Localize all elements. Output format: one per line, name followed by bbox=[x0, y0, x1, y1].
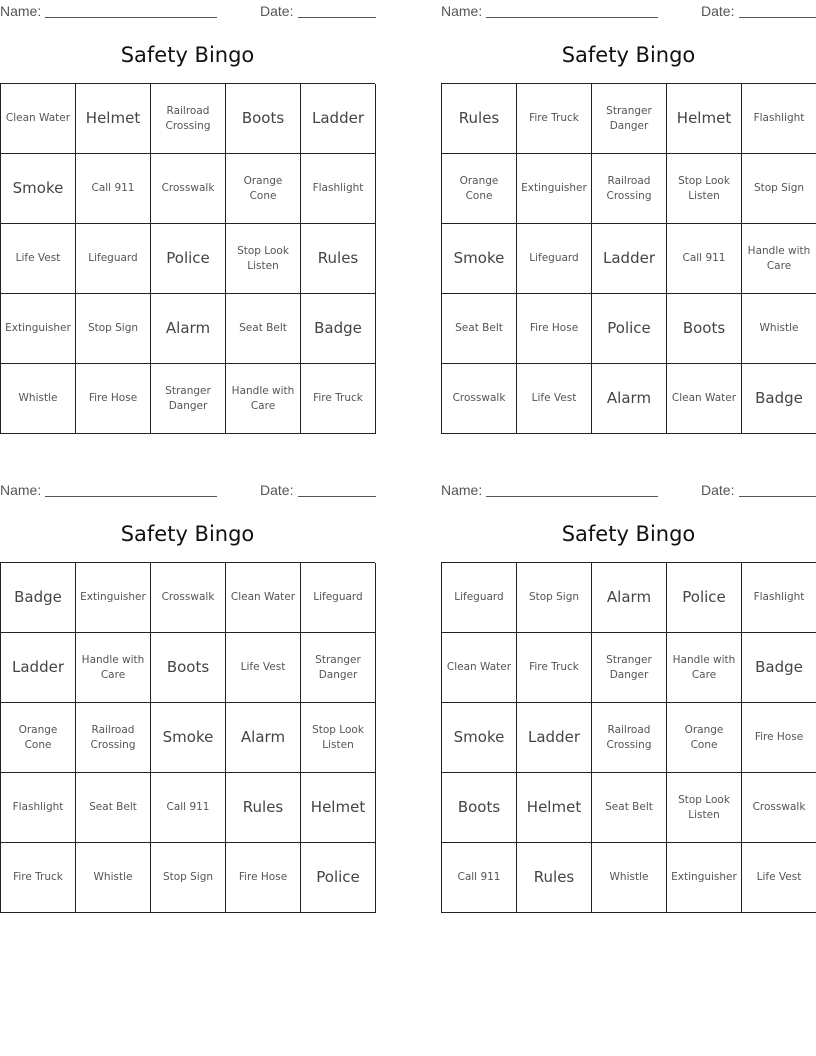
bingo-cell: Rules bbox=[301, 224, 376, 294]
bingo-cell: Seat Belt bbox=[226, 294, 301, 364]
bingo-cell: Fire Truck bbox=[517, 633, 592, 703]
bingo-cell: Fire Truck bbox=[301, 364, 376, 434]
date-blank-line[interactable] bbox=[739, 17, 816, 18]
bingo-cell: Flashlight bbox=[1, 773, 76, 843]
name-blank-line[interactable] bbox=[486, 17, 658, 18]
bingo-cell: Seat Belt bbox=[592, 773, 667, 843]
bingo-cell: Crosswalk bbox=[442, 364, 517, 434]
bingo-cell: Ladder bbox=[592, 224, 667, 294]
bingo-cell: Helmet bbox=[517, 773, 592, 843]
name-blank-line[interactable] bbox=[486, 496, 658, 497]
bingo-cell: Orange Cone bbox=[1, 703, 76, 773]
bingo-cell: Alarm bbox=[592, 563, 667, 633]
name-label: Name: bbox=[0, 3, 42, 19]
bingo-cell: Whistle bbox=[76, 843, 151, 913]
bingo-cell: Orange Cone bbox=[667, 703, 742, 773]
bingo-cell: Stop Look Listen bbox=[667, 154, 742, 224]
bingo-grid bbox=[0, 562, 375, 913]
bingo-cell: Railroad Crossing bbox=[592, 154, 667, 224]
bingo-cell: Rules bbox=[226, 773, 301, 843]
bingo-cell: Whistle bbox=[742, 294, 816, 364]
bingo-cell: Badge bbox=[742, 633, 816, 703]
date-label: Date: bbox=[701, 482, 735, 498]
bingo-cell: Whistle bbox=[1, 364, 76, 434]
bingo-cell: Boots bbox=[442, 773, 517, 843]
bingo-cell: Clean Water bbox=[1, 84, 76, 154]
bingo-cell: Rules bbox=[517, 843, 592, 913]
bingo-cell: Alarm bbox=[151, 294, 226, 364]
bingo-grid bbox=[441, 562, 816, 913]
bingo-cell: Handle with Care bbox=[667, 633, 742, 703]
bingo-cell: Railroad Crossing bbox=[76, 703, 151, 773]
bingo-cell: Smoke bbox=[442, 703, 517, 773]
name-blank-line[interactable] bbox=[45, 17, 217, 18]
bingo-cell: Railroad Crossing bbox=[151, 84, 226, 154]
bingo-cell: Smoke bbox=[1, 154, 76, 224]
header-row bbox=[0, 482, 376, 498]
bingo-cell: Life Vest bbox=[1, 224, 76, 294]
bingo-cell: Orange Cone bbox=[226, 154, 301, 224]
bingo-cell: Stop Sign bbox=[151, 843, 226, 913]
bingo-card-2 bbox=[441, 0, 816, 434]
bingo-cell: Boots bbox=[226, 84, 301, 154]
bingo-cell: Ladder bbox=[1, 633, 76, 703]
bingo-cell: Stop Sign bbox=[742, 154, 816, 224]
bingo-cell: Lifeguard bbox=[76, 224, 151, 294]
bingo-cell: Fire Truck bbox=[517, 84, 592, 154]
bingo-cell: Call 911 bbox=[151, 773, 226, 843]
bingo-cell: Extinguisher bbox=[76, 563, 151, 633]
bingo-cell: Lifeguard bbox=[517, 224, 592, 294]
bingo-cell: Seat Belt bbox=[442, 294, 517, 364]
bingo-cell: Life Vest bbox=[226, 633, 301, 703]
bingo-cell: Crosswalk bbox=[742, 773, 816, 843]
date-blank-line[interactable] bbox=[739, 496, 816, 497]
header-row bbox=[0, 3, 376, 19]
bingo-cell: Boots bbox=[151, 633, 226, 703]
bingo-cell: Stop Look Listen bbox=[667, 773, 742, 843]
bingo-cell: Clean Water bbox=[667, 364, 742, 434]
bingo-cell: Badge bbox=[301, 294, 376, 364]
bingo-cell: Helmet bbox=[301, 773, 376, 843]
header-row bbox=[441, 3, 816, 19]
name-label: Name: bbox=[0, 482, 42, 498]
bingo-cell: Stranger Danger bbox=[592, 84, 667, 154]
name-label: Name: bbox=[441, 3, 483, 19]
bingo-cell: Fire Hose bbox=[517, 294, 592, 364]
bingo-card-1 bbox=[0, 0, 375, 434]
bingo-cell: Extinguisher bbox=[517, 154, 592, 224]
date-label: Date: bbox=[260, 3, 294, 19]
bingo-card-3 bbox=[0, 479, 375, 913]
bingo-cell: Badge bbox=[742, 364, 816, 434]
bingo-cell: Clean Water bbox=[442, 633, 517, 703]
bingo-cell: Handle with Care bbox=[76, 633, 151, 703]
bingo-cell: Handle with Care bbox=[226, 364, 301, 434]
bingo-cell: Railroad Crossing bbox=[592, 703, 667, 773]
bingo-cell: Boots bbox=[667, 294, 742, 364]
bingo-cell: Extinguisher bbox=[1, 294, 76, 364]
bingo-cell: Call 911 bbox=[442, 843, 517, 913]
bingo-cell: Life Vest bbox=[517, 364, 592, 434]
bingo-cell: Stop Look Listen bbox=[226, 224, 301, 294]
bingo-cell: Clean Water bbox=[226, 563, 301, 633]
name-blank-line[interactable] bbox=[45, 496, 217, 497]
bingo-cell: Fire Hose bbox=[76, 364, 151, 434]
date-blank-line[interactable] bbox=[298, 17, 376, 18]
bingo-cell: Call 911 bbox=[76, 154, 151, 224]
bingo-cell: Rules bbox=[442, 84, 517, 154]
bingo-cell: Police bbox=[301, 843, 376, 913]
bingo-cell: Fire Hose bbox=[226, 843, 301, 913]
bingo-cell: Fire Hose bbox=[742, 703, 816, 773]
bingo-cell: Badge bbox=[1, 563, 76, 633]
card-title: Safety Bingo bbox=[120, 522, 255, 546]
bingo-cell: Alarm bbox=[592, 364, 667, 434]
bingo-grid bbox=[0, 83, 375, 434]
name-label: Name: bbox=[441, 482, 483, 498]
bingo-cell: Ladder bbox=[517, 703, 592, 773]
bingo-cell: Flashlight bbox=[742, 84, 816, 154]
bingo-cell: Handle with Care bbox=[742, 224, 816, 294]
bingo-cell: Seat Belt bbox=[76, 773, 151, 843]
date-label: Date: bbox=[260, 482, 294, 498]
bingo-cell: Flashlight bbox=[742, 563, 816, 633]
bingo-cell: Extinguisher bbox=[667, 843, 742, 913]
bingo-cell: Crosswalk bbox=[151, 154, 226, 224]
date-label: Date: bbox=[701, 3, 735, 19]
card-title: Safety Bingo bbox=[120, 43, 255, 67]
bingo-cell: Helmet bbox=[76, 84, 151, 154]
bingo-cell: Alarm bbox=[226, 703, 301, 773]
bingo-cell: Ladder bbox=[301, 84, 376, 154]
bingo-cell: Fire Truck bbox=[1, 843, 76, 913]
bingo-cell: Whistle bbox=[592, 843, 667, 913]
bingo-cell: Police bbox=[592, 294, 667, 364]
bingo-cell: Stranger Danger bbox=[151, 364, 226, 434]
header-row bbox=[441, 482, 816, 498]
bingo-cell: Call 911 bbox=[667, 224, 742, 294]
bingo-cell: Helmet bbox=[667, 84, 742, 154]
bingo-cell: Stranger Danger bbox=[301, 633, 376, 703]
bingo-cell: Stop Sign bbox=[517, 563, 592, 633]
bingo-cell: Flashlight bbox=[301, 154, 376, 224]
date-blank-line[interactable] bbox=[298, 496, 376, 497]
bingo-cell: Smoke bbox=[442, 224, 517, 294]
bingo-cell: Police bbox=[151, 224, 226, 294]
bingo-cell: Lifeguard bbox=[301, 563, 376, 633]
card-title: Safety Bingo bbox=[561, 522, 696, 546]
bingo-card-4 bbox=[441, 479, 816, 913]
bingo-cell: Crosswalk bbox=[151, 563, 226, 633]
bingo-cell: Stop Sign bbox=[76, 294, 151, 364]
bingo-cell: Stranger Danger bbox=[592, 633, 667, 703]
bingo-cell: Life Vest bbox=[742, 843, 816, 913]
bingo-cell: Police bbox=[667, 563, 742, 633]
bingo-cell: Orange Cone bbox=[442, 154, 517, 224]
bingo-cell: Smoke bbox=[151, 703, 226, 773]
card-title: Safety Bingo bbox=[561, 43, 696, 67]
bingo-cell: Stop Look Listen bbox=[301, 703, 376, 773]
bingo-cell: Lifeguard bbox=[442, 563, 517, 633]
bingo-grid bbox=[441, 83, 816, 434]
